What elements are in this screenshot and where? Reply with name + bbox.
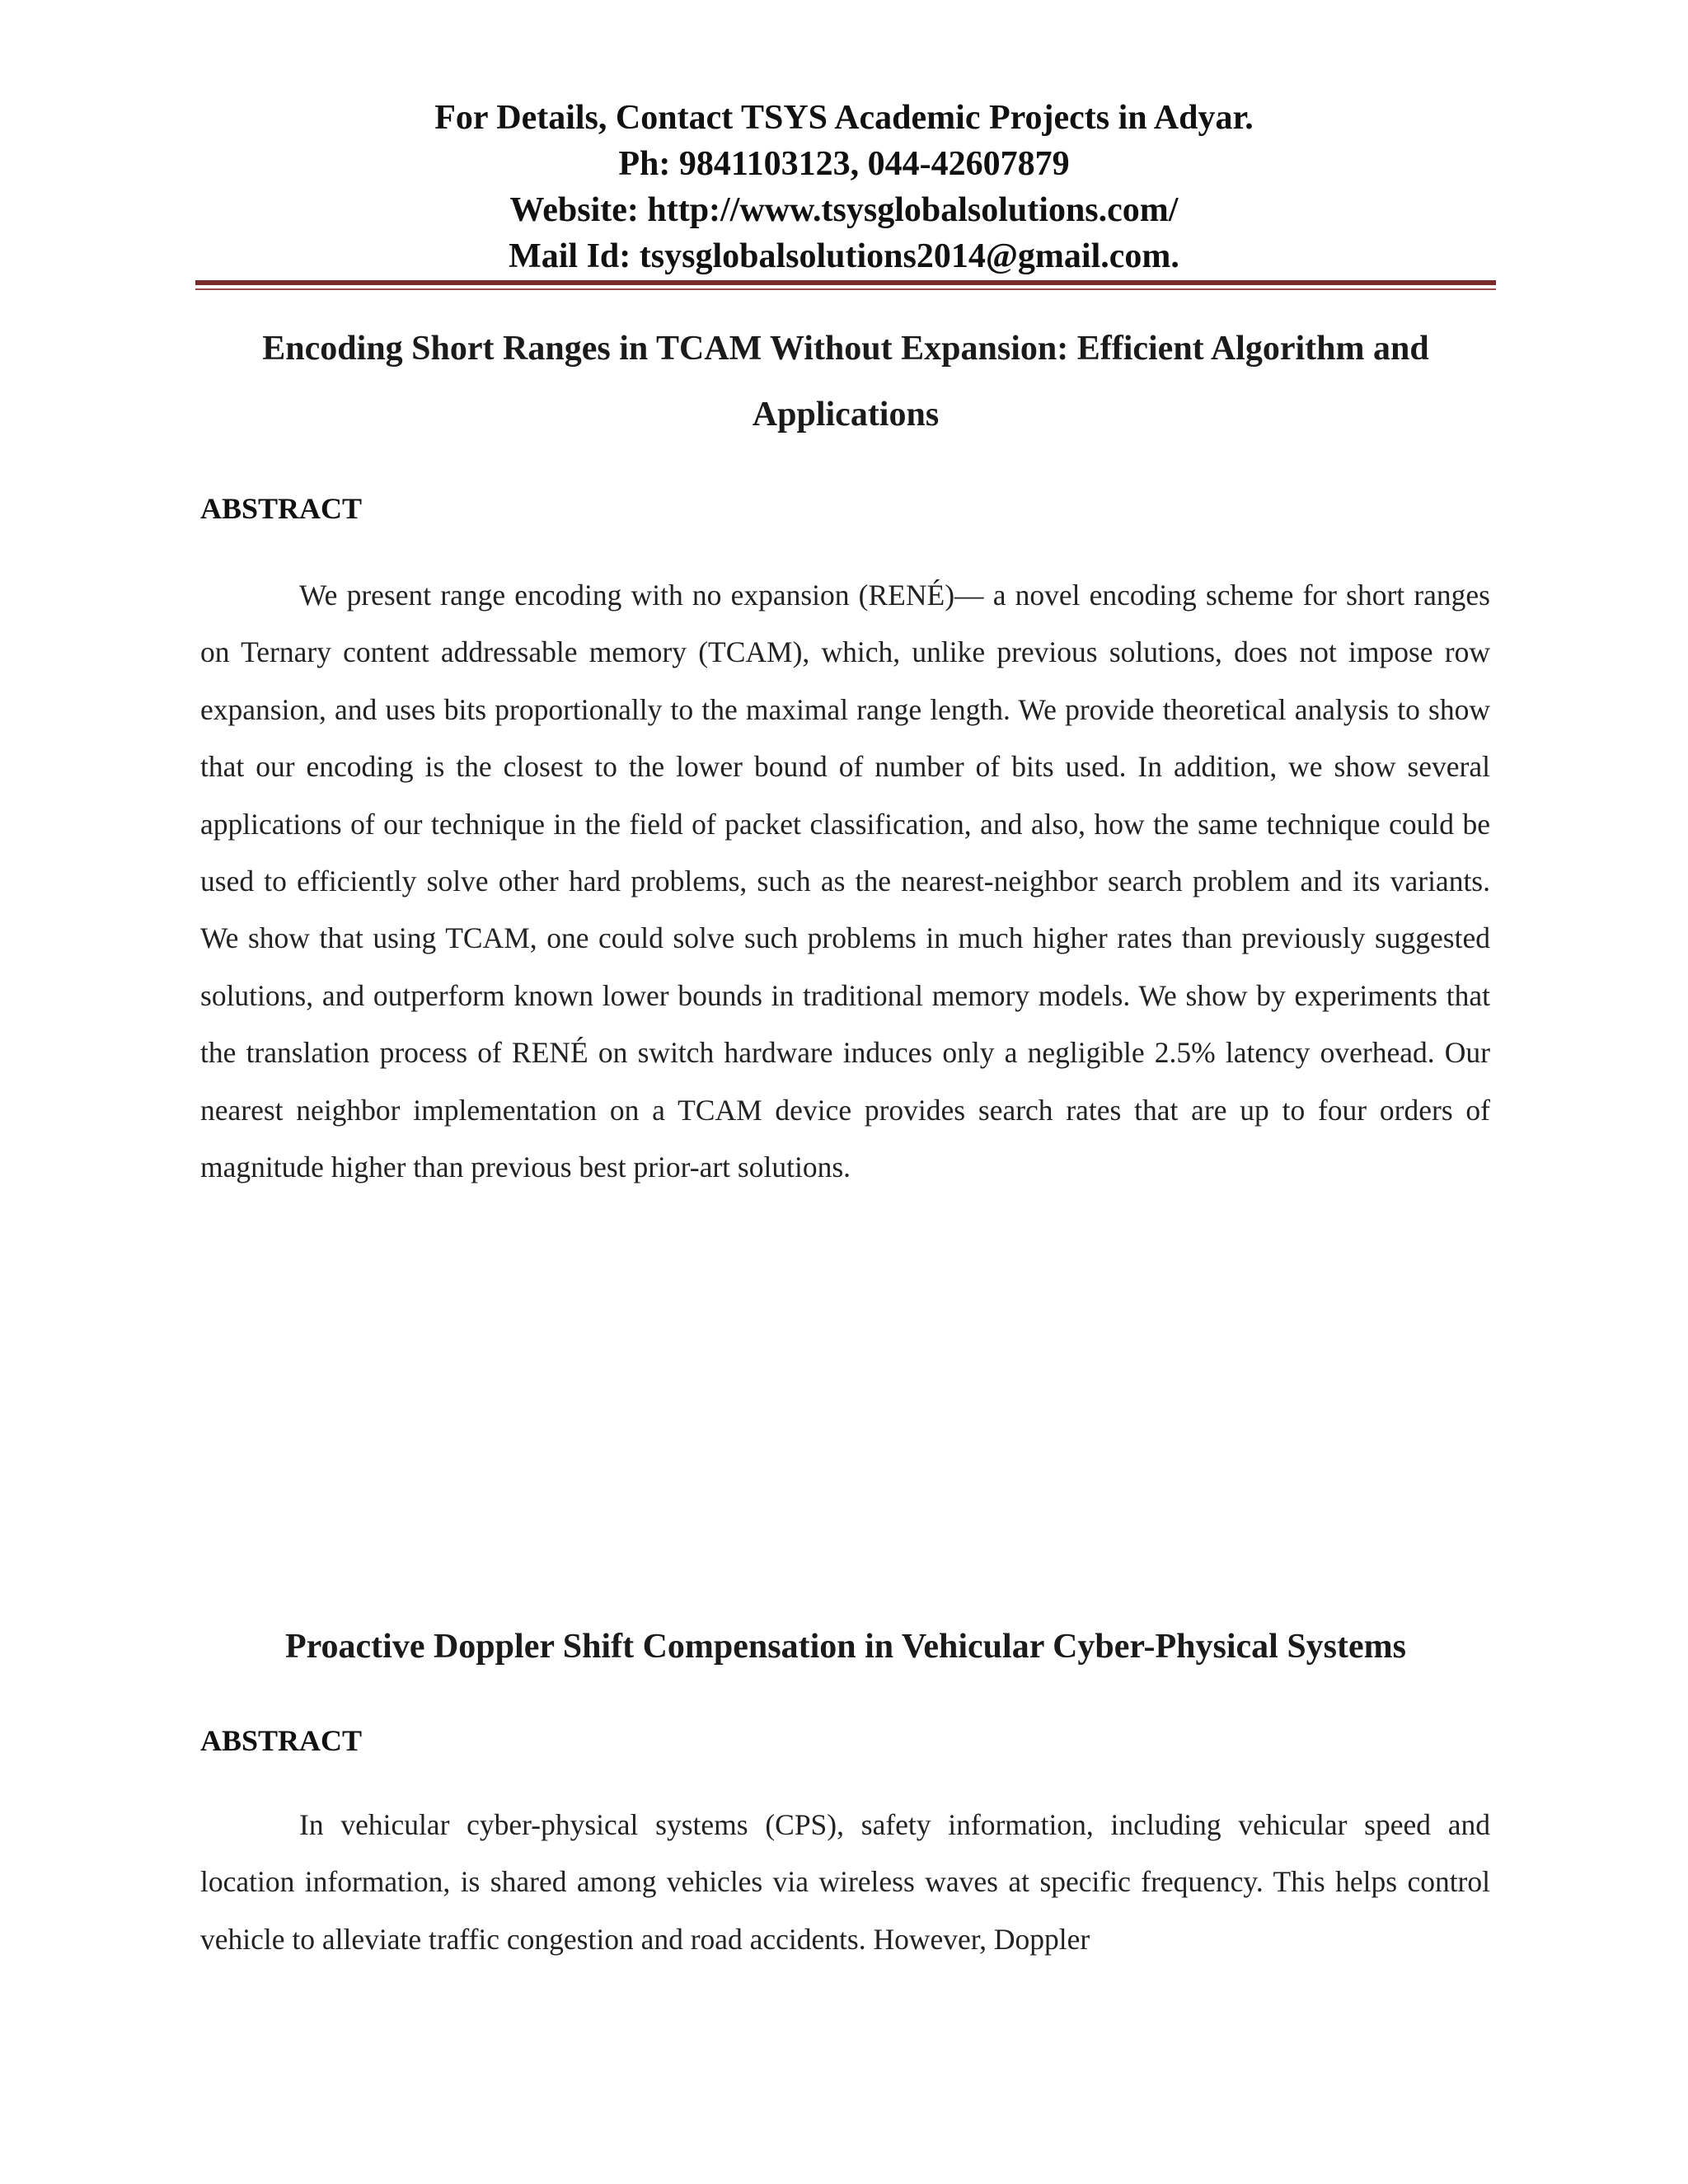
- contact-header: [0, 95, 1688, 279]
- paper-title-1: Encoding Short Ranges in TCAM Without Expansion: Efficient Algorithm and Applications: [262, 330, 1429, 434]
- header-line-email: Mail Id: tsysglobalsolutions2014@gmail.com.: [509, 237, 1179, 275]
- header-line-website: Website: http://www.tsysglobalsolutions.com/: [509, 191, 1179, 229]
- paper-title-2: Proactive Doppler Shift Compensation in Vehicular Cyber-Physical Systems: [285, 1628, 1406, 1666]
- abstract-body-2: In vehicular cyber-physical systems (CPS), safety information, including vehicular speed and location information, is shared among vehicles via wireless waves at specific frequency. This helps control vehicle to alleviate traffic congestion and road accidents. However, Doppler: [200, 1808, 1490, 1956]
- header-line-phone: Ph: 9841103123, 044-42607879: [618, 145, 1070, 183]
- abstract-heading-1: ABSTRACT: [200, 492, 363, 525]
- abstract-body-1: We present range encoding with no expansion (RENÉ)— a novel encoding scheme for short ranges on Ternary content addressable memory (TCAM), which, unlike previous solutions, does not impose row expansion, and uses bits proportionally to the maximal range length. We provide theoretical analysis to show that our encoding is the closest to the lower bound of number of bits used. In addition, we show several applications of our technique in the field of packet classification, and also, how the same technique could be used to efficiently solve other hard problems, such as the nearest-neighbor search problem and its variants. We show that using TCAM, one could solve such problems in much higher rates than previously suggested solutions, and outperform known lower bounds in traditional memory models. We show by experiments that the translation process of RENÉ on switch hardware induces only a negligible 2.5% latency overhead. Our nearest neighbor implementation on a TCAM device provides search rates that are up to four orders of magnitude higher than previous best prior-art solutions.: [200, 579, 1490, 1184]
- header-line-contact: For Details, Contact TSYS Academic Projects in Adyar.: [434, 99, 1254, 137]
- abstract-heading-2: ABSTRACT: [200, 1724, 363, 1757]
- header-divider-thick: [195, 280, 1496, 285]
- header-divider-thin: [195, 288, 1496, 290]
